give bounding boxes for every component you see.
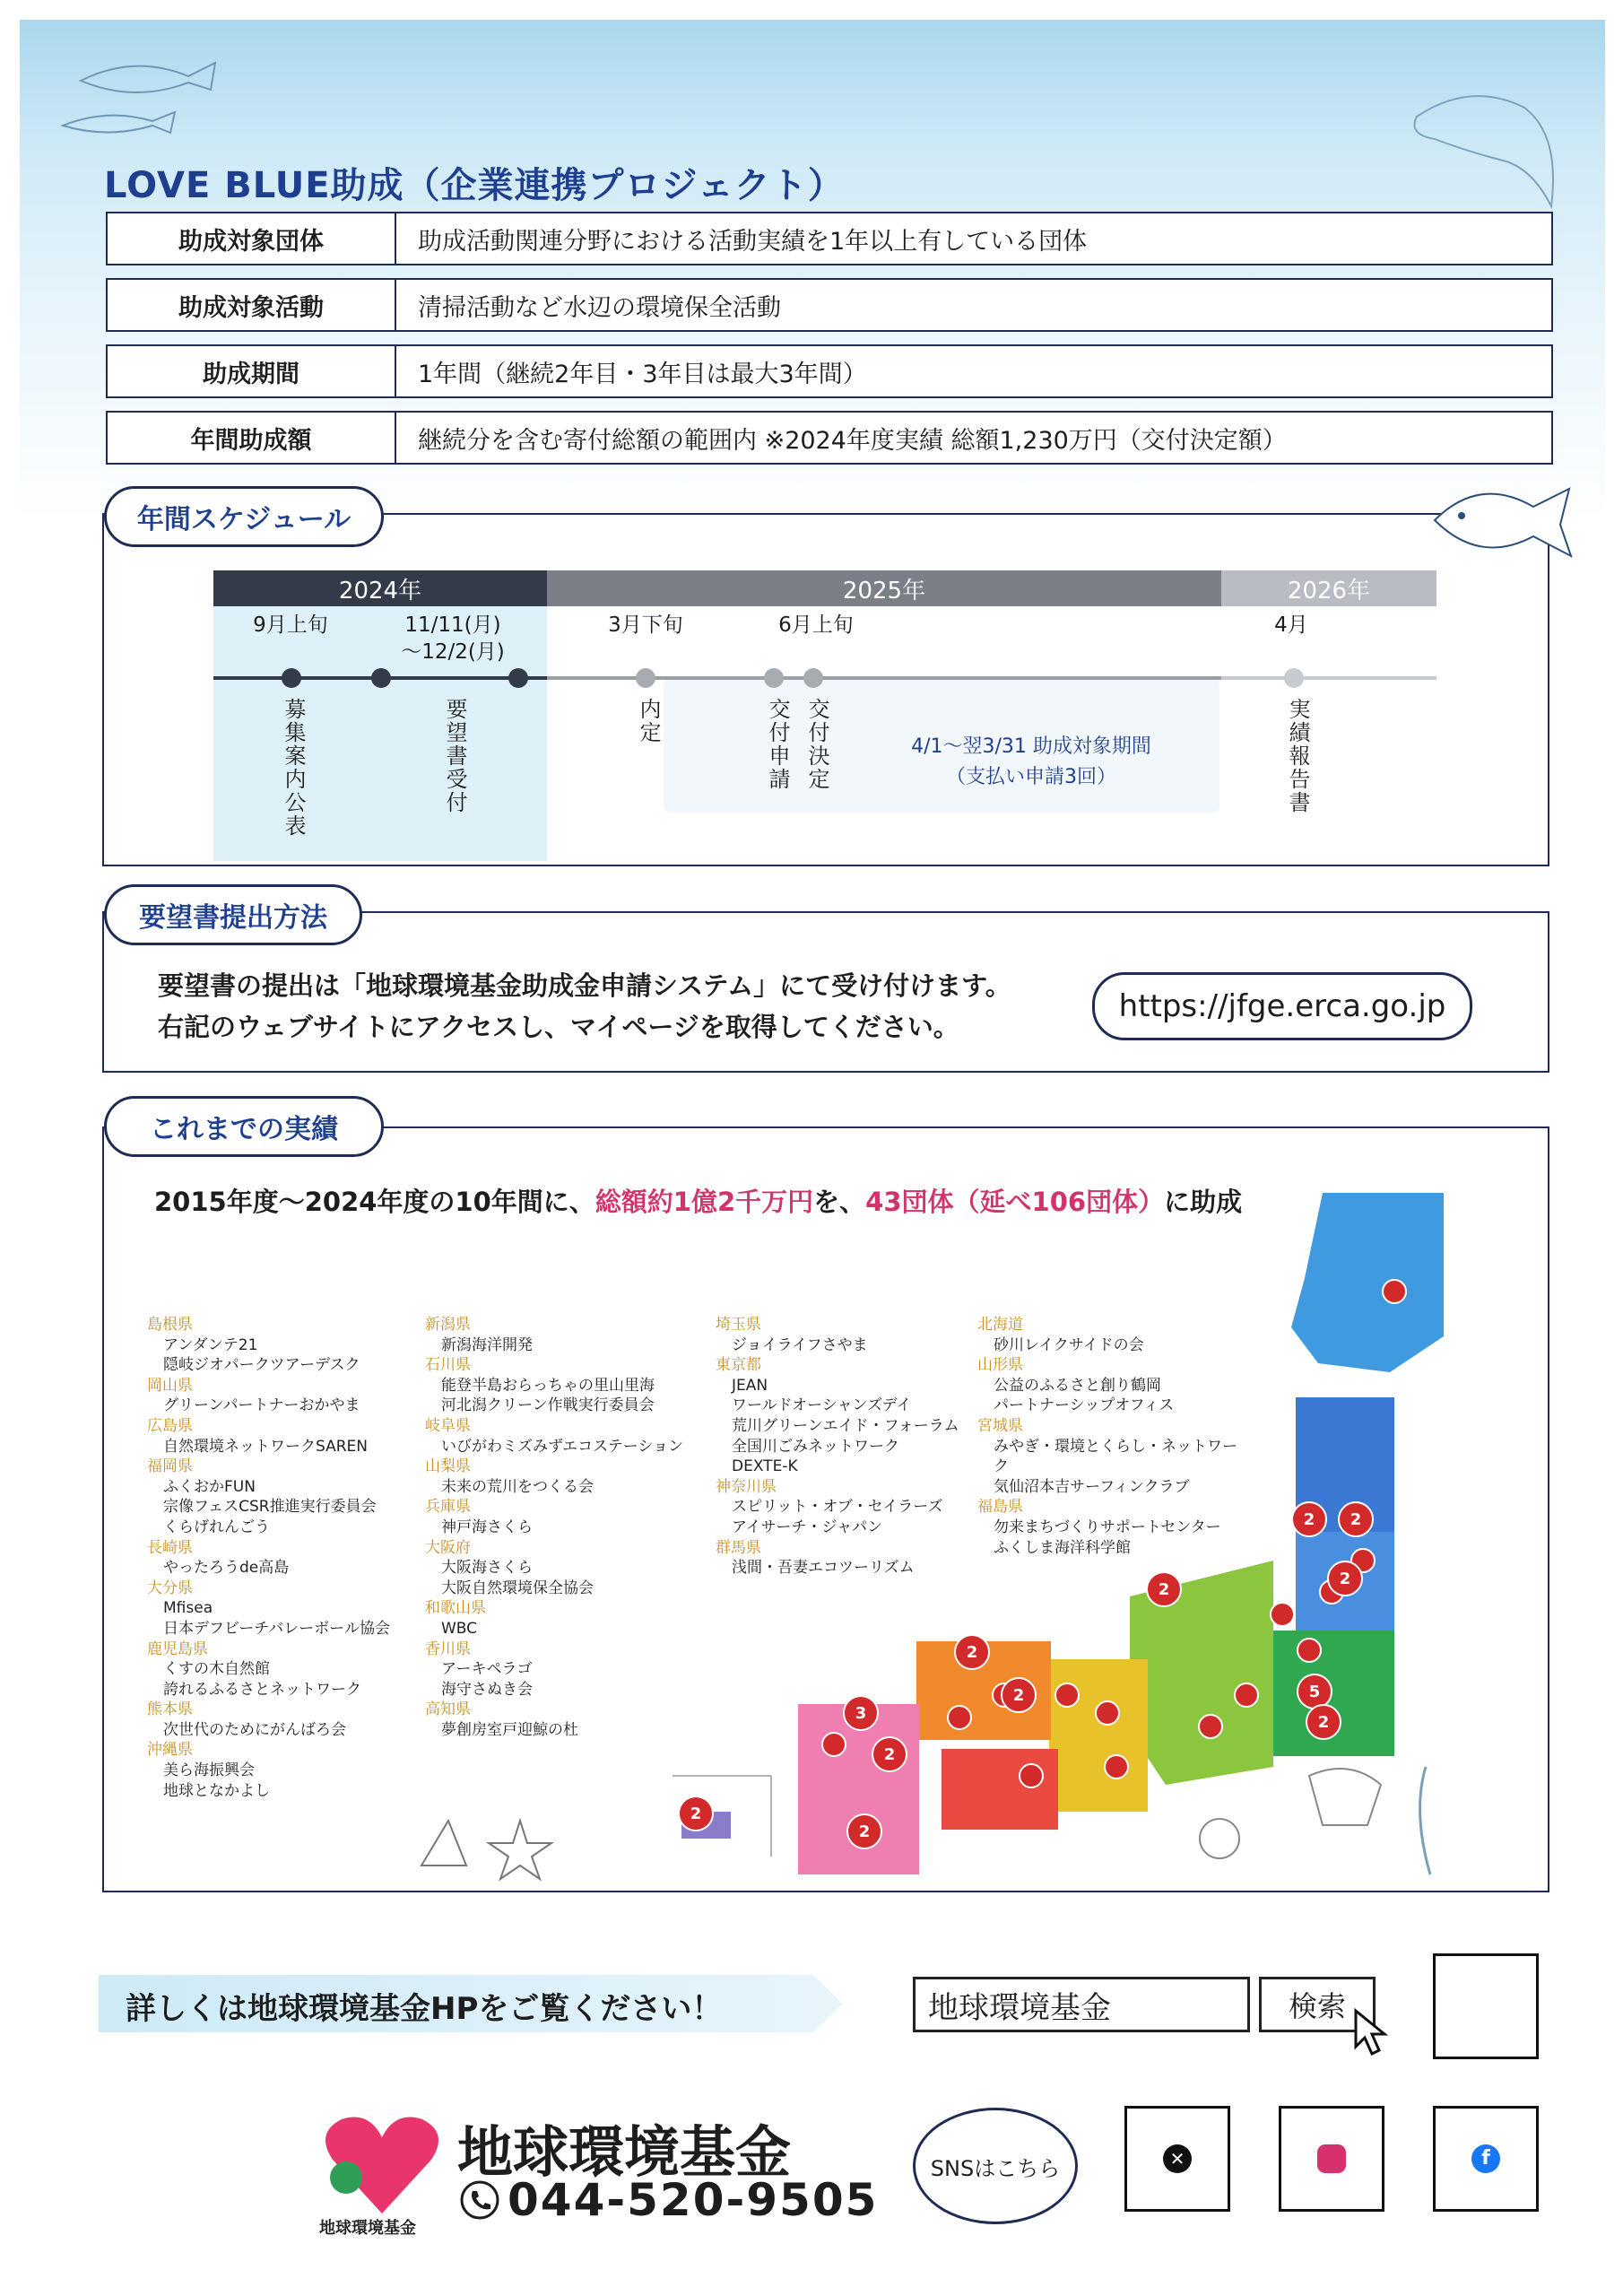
map-count-badge: 5 xyxy=(1297,1674,1332,1709)
group-name: 未来の荒川をつくる会 xyxy=(441,1477,594,1496)
map-shikoku xyxy=(942,1749,1058,1830)
map-kinki xyxy=(1049,1659,1148,1812)
year-2026-bar: 2026年 xyxy=(1221,570,1436,606)
info-row-period xyxy=(106,344,1553,398)
prefecture-name: 群馬県 xyxy=(716,1538,761,1557)
prefecture-name: 岐阜県 xyxy=(425,1416,471,1435)
group-name: パートナーシップオフィス xyxy=(994,1396,1175,1415)
map-count-badge: 2 xyxy=(1306,1704,1341,1740)
method-line: 右記のウェブサイトにアクセスし、マイページを取得してください。 xyxy=(158,1012,959,1042)
prefecture-name: 熊本県 xyxy=(147,1700,193,1719)
prefecture-name: 島根県 xyxy=(147,1316,193,1334)
results-tab: これまでの実績 xyxy=(104,1096,384,1157)
cta-text: 詳しくは地球環境基金HPをご覧ください！ xyxy=(126,1991,723,2027)
group-name: 新潟海洋開発 xyxy=(441,1335,533,1354)
seashell-seaweed-icon xyxy=(1193,1758,1453,1883)
group-name: 気仙沼本吉サーフィンクラブ xyxy=(994,1477,1190,1496)
page-title: LOVE BLUE助成（企業連携プロジェクト） xyxy=(104,165,845,206)
timeline-line xyxy=(1221,676,1436,680)
group-name: アンダンテ21 xyxy=(163,1335,258,1354)
group-name: JEAN xyxy=(732,1376,768,1395)
event-label: 実績報告書 xyxy=(1285,698,1310,814)
timeline-dot xyxy=(1284,668,1304,688)
fish-illustration-icon xyxy=(54,27,233,135)
event-label: 内定 xyxy=(636,698,661,744)
event-label: 募集案内公表 xyxy=(281,698,306,838)
group-name: くすの木自然館 xyxy=(163,1660,270,1679)
map-count-badge: 2 xyxy=(1146,1571,1182,1607)
timeline-dot xyxy=(803,668,823,688)
phone-icon xyxy=(459,2179,500,2221)
x-logo-icon: ✕ xyxy=(1163,2144,1192,2173)
group-name: 日本デフビーチバレーボール協会 xyxy=(163,1619,390,1638)
prefecture-name: 東京都 xyxy=(716,1356,761,1375)
group-name: ワールドオーシャンズデイ xyxy=(732,1396,912,1415)
group-name: グリーンパートナーおかやま xyxy=(163,1396,360,1415)
group-name: 砂川レイクサイドの会 xyxy=(994,1335,1144,1354)
prefecture-list-column xyxy=(425,1315,703,1740)
group-name: 自然環境ネットワークSAREN xyxy=(163,1437,369,1456)
instagram-logo-icon xyxy=(1317,2144,1346,2173)
grant-period-line: （支払い申請3回） xyxy=(946,766,1116,788)
group-name: 浅間・吾妻エコツーリズム xyxy=(732,1559,915,1578)
event-label: 要望書受付 xyxy=(442,698,467,814)
group-name: いびがわミズみずエコステーション xyxy=(441,1437,684,1456)
info-label: 助成対象団体 xyxy=(108,213,396,264)
date-label: 3月下旬 xyxy=(608,613,683,637)
prefecture-name: 和歌山県 xyxy=(425,1599,486,1618)
qr-code-facebook[interactable] xyxy=(1433,2106,1539,2212)
cursor-icon xyxy=(1352,2007,1395,2057)
group-name: 美ら海振興会 xyxy=(163,1761,255,1780)
method-text xyxy=(158,965,1011,1048)
map-count-badge: 2 xyxy=(1327,1561,1363,1596)
year-2024-bar: 2024年 xyxy=(213,570,547,606)
map-count-badge: 2 xyxy=(1338,1501,1374,1537)
group-name: くらげれんごう xyxy=(163,1518,270,1536)
prefecture-name: 香川県 xyxy=(425,1639,471,1658)
info-row-target-org xyxy=(106,212,1553,265)
timeline-dot xyxy=(508,668,528,688)
map-hokkaido xyxy=(1291,1193,1444,1372)
map-count-badge: 2 xyxy=(678,1796,714,1831)
map-count-badge: 3 xyxy=(843,1695,879,1731)
timeline-dot xyxy=(764,668,784,688)
search-input[interactable]: 地球環境基金 xyxy=(913,1977,1250,2032)
event-label: 交付申請 xyxy=(765,698,790,791)
group-name: 誇れるふるさとネットワーク xyxy=(163,1680,361,1699)
search-button[interactable]: 検索 xyxy=(1259,1977,1376,2032)
facebook-logo-icon: f xyxy=(1471,2144,1500,2173)
map-count-badge: 2 xyxy=(954,1634,990,1670)
prefecture-name: 沖縄県 xyxy=(147,1741,193,1760)
prefecture-list-column xyxy=(147,1315,416,1801)
group-name: アイサーチ・ジャパン xyxy=(732,1518,883,1536)
logo-caption: 地球環境基金 xyxy=(319,2219,416,2238)
group-name: 海守さぬき会 xyxy=(441,1680,533,1699)
group-name: 公益のふるさと創り鶴岡 xyxy=(994,1376,1161,1395)
grant-period-line: 4/1～翌3/31 助成対象期間 xyxy=(911,735,1151,758)
group-name: みやぎ・環境とくらし・ネットワーク xyxy=(994,1437,1237,1476)
info-value: 1年間（継続2年目・3年目は最大3年間） xyxy=(418,360,867,388)
phone-number: 044-520-9505 xyxy=(508,2174,879,2226)
date-label: 9月上旬 xyxy=(253,613,328,637)
org-name: 地球環境基金 xyxy=(457,2119,792,2185)
prefecture-name: 福島県 xyxy=(977,1498,1023,1517)
method-tab: 要望書提出方法 xyxy=(104,884,362,945)
group-name: 大阪海さくら xyxy=(441,1559,533,1578)
timeline-dot xyxy=(371,668,391,688)
prefecture-name: 岡山県 xyxy=(147,1376,193,1395)
grant-period-note xyxy=(888,732,1175,793)
headline-part: を、 xyxy=(813,1187,866,1217)
group-name: Mfisea xyxy=(163,1599,213,1618)
website-url-link[interactable]: https://jfge.erca.go.jp xyxy=(1092,972,1472,1040)
prefecture-name: 北海道 xyxy=(977,1316,1023,1334)
headline-count: 43団体（延べ106団体） xyxy=(865,1187,1165,1217)
timeline-dot xyxy=(636,668,655,688)
prefecture-name: 高知県 xyxy=(425,1700,471,1719)
prefecture-name: 大分県 xyxy=(147,1578,193,1597)
date-label: 6月上旬 xyxy=(778,613,854,637)
prefecture-name: 神奈川県 xyxy=(716,1477,777,1496)
prefecture-name: 山梨県 xyxy=(425,1457,471,1476)
fish-icon xyxy=(1426,466,1578,565)
info-value: 助成活動関連分野における活動実績を1年以上有している団体 xyxy=(418,227,1088,256)
prefecture-name: 兵庫県 xyxy=(425,1498,471,1517)
prefecture-name: 埼玉県 xyxy=(716,1316,761,1334)
map-count-badge: 2 xyxy=(1001,1677,1037,1713)
group-name: スピリット・オブ・セイラーズ xyxy=(732,1498,943,1517)
info-label: 助成対象活動 xyxy=(108,280,396,330)
prefecture-name: 広島県 xyxy=(147,1416,193,1435)
info-row-amount xyxy=(106,411,1553,465)
group-name: 大阪自然環境保全協会 xyxy=(441,1578,594,1597)
group-name: 夢創房室戸迎鯨の杜 xyxy=(441,1720,578,1739)
group-name: 荒川グリーンエイド・フォーラム xyxy=(732,1416,959,1435)
group-name: 能登半島おらっちゃの里山里海 xyxy=(441,1376,655,1395)
group-name: 河北潟クリーン作戦実行委員会 xyxy=(441,1396,655,1415)
group-name: 勿来まちづくりサポートセンター xyxy=(994,1518,1221,1536)
info-label: 年間助成額 xyxy=(108,413,396,463)
prefecture-name: 大阪府 xyxy=(425,1538,471,1557)
group-name: 隠岐ジオパークツアーデスク xyxy=(163,1356,360,1375)
group-name: ふくしま海洋科学館 xyxy=(994,1538,1131,1557)
group-name: 宗像フェスCSR推進実行委員会 xyxy=(163,1498,377,1517)
group-name: 地球となかよし xyxy=(163,1781,270,1800)
prefecture-name: 福岡県 xyxy=(147,1457,193,1476)
prefecture-name: 宮城県 xyxy=(977,1416,1023,1435)
year-2025-bar: 2025年 xyxy=(547,570,1221,606)
prefecture-name: 新潟県 xyxy=(425,1316,471,1334)
sns-bubble xyxy=(913,2108,1078,2224)
group-name: やったろうde高島 xyxy=(163,1559,290,1578)
qr-code-instagram[interactable] xyxy=(1279,2106,1384,2212)
info-value: 清掃活動など水辺の環境保全活動 xyxy=(418,293,781,322)
map-count-badge: 2 xyxy=(846,1813,882,1849)
group-name: DEXTE-K xyxy=(732,1457,798,1476)
map-kanto xyxy=(1273,1631,1394,1756)
group-name: WBC xyxy=(441,1619,478,1638)
group-name: ジョイライフさやま xyxy=(732,1335,868,1354)
prefecture-name: 鹿児島県 xyxy=(147,1639,208,1658)
headline-part: に助成 xyxy=(1164,1187,1243,1217)
schedule-tab: 年間スケジュール xyxy=(104,486,384,547)
event-label: 交付決定 xyxy=(804,698,829,791)
shell-starfish-icon xyxy=(412,1803,574,1883)
prefecture-name: 山形県 xyxy=(977,1356,1023,1375)
heart-logo-icon xyxy=(319,2106,445,2222)
date-label: 4月 xyxy=(1274,613,1308,637)
qr-code-website[interactable] xyxy=(1433,1953,1539,2059)
headline-part: 2015年度～2024年度の10年間に、 xyxy=(154,1187,595,1217)
qr-code-x[interactable] xyxy=(1124,2106,1230,2212)
group-name: ふくおかFUN xyxy=(163,1477,256,1496)
group-name: 神戸海さくら xyxy=(441,1518,533,1536)
info-value: 継続分を含む寄付総額の範囲内 ※2024年度実績 総額1,230万円（交付決定額） xyxy=(418,426,1287,455)
map-count-badge: 2 xyxy=(872,1736,907,1772)
group-name: 次世代のためにがんばろ会 xyxy=(163,1720,346,1739)
headline-amount: 総額約1億2千万円 xyxy=(595,1187,814,1217)
info-row-target-activity xyxy=(106,278,1553,332)
sns-label: SNSはこちら xyxy=(930,2155,1061,2181)
date-label: 11/11(月) ～12/2(月) xyxy=(401,613,505,664)
info-label: 助成期間 xyxy=(108,346,396,396)
prefecture-name: 長崎県 xyxy=(147,1538,193,1557)
timeline-dot xyxy=(282,668,301,688)
group-name: アーキペラゴ xyxy=(441,1660,533,1679)
map-count-badge: 2 xyxy=(1291,1501,1327,1537)
method-line: 要望書の提出は「地球環境基金助成金申請システム」にて受け付けます。 xyxy=(158,970,1011,1001)
prefecture-name: 石川県 xyxy=(425,1356,471,1375)
group-name: 全国川ごみネットワーク xyxy=(732,1437,899,1456)
